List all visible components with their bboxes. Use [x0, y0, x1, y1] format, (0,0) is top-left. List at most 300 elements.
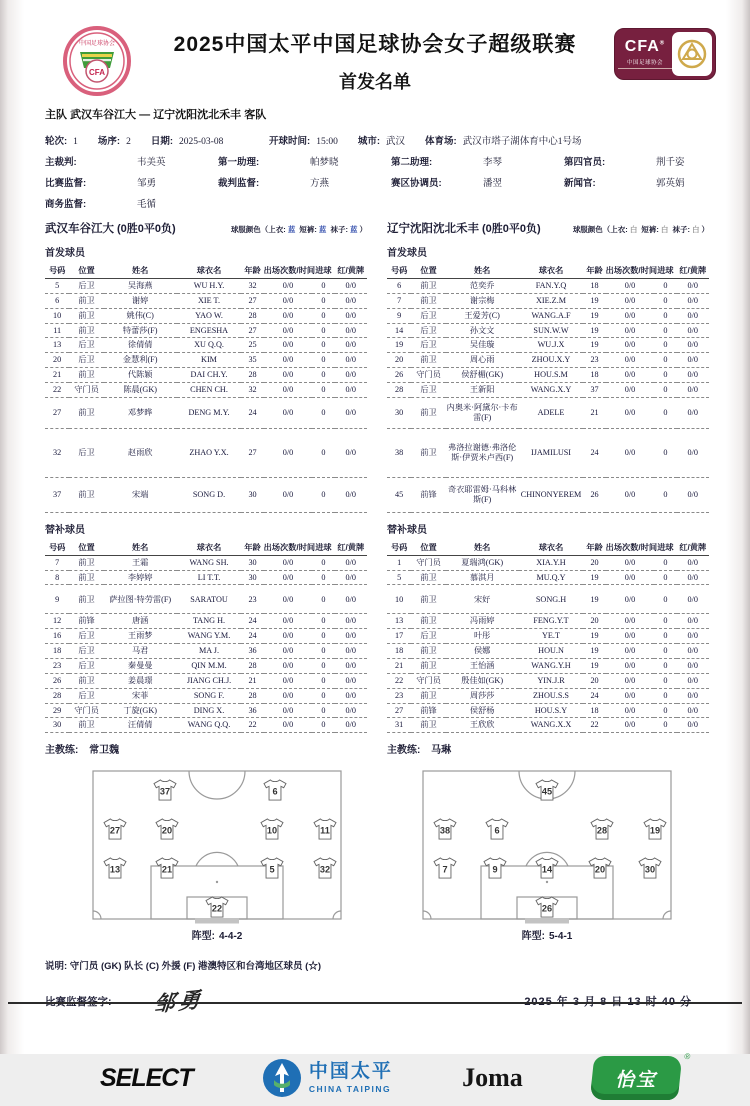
- player-jersey: [483, 857, 507, 879]
- info-value: 邹勇: [137, 179, 157, 189]
- cell-pos: 守门员: [69, 382, 103, 397]
- svg-text:37: 37: [159, 786, 170, 797]
- info-value: 武汉: [386, 137, 406, 147]
- cell-no: 18: [387, 644, 411, 659]
- cell-jersey: WU H.Y.: [177, 279, 242, 294]
- player-row: [45, 614, 367, 629]
- cell-goals: 0: [654, 688, 676, 703]
- player-row: [387, 368, 709, 383]
- column-header: 位置: [69, 540, 103, 556]
- cell-cards: 0/0: [677, 644, 709, 659]
- info-pair: [564, 154, 737, 168]
- svg-text:20: 20: [594, 864, 605, 875]
- player-jersey: [313, 818, 337, 840]
- cell-apps: 0/0: [606, 279, 655, 294]
- info-value: 15:00: [316, 137, 338, 147]
- cell-goals: 0: [654, 308, 676, 323]
- cell-pos: 后卫: [411, 629, 445, 644]
- column-header: 号码: [387, 263, 411, 279]
- cell-no: 45: [387, 477, 411, 512]
- cell-jersey: FAN.Y.Q: [519, 279, 584, 294]
- player-jersey: [535, 779, 559, 801]
- cell-goals: 0: [312, 658, 334, 673]
- coach-name: 马琳: [431, 745, 452, 757]
- cell-apps: 0/0: [606, 477, 655, 512]
- cell-age: 18: [583, 279, 605, 294]
- cell-cards: 0/0: [677, 555, 709, 570]
- cell-name: 慕淇月: [446, 570, 519, 585]
- player-row: [387, 688, 709, 703]
- cell-apps: 0/0: [606, 570, 655, 585]
- cell-age: 22: [583, 718, 605, 733]
- supervisor-signature: 邹勇: [152, 987, 205, 1018]
- player-row: [45, 338, 367, 353]
- cell-apps: 0/0: [606, 397, 655, 428]
- info-label: 轮次:: [45, 136, 68, 147]
- cell-apps: 0/0: [264, 703, 313, 718]
- cell-name: 唐涵: [104, 614, 177, 629]
- cell-name: 弗洛拉谢德·弗洛伦斯·伊贾米卢西(F): [446, 428, 519, 477]
- cell-apps: 0/0: [606, 368, 655, 383]
- player-row: [387, 338, 709, 353]
- column-header: 进球: [654, 540, 676, 556]
- cell-pos: 前卫: [69, 555, 103, 570]
- away-coach: 主教练: 马琳: [387, 745, 452, 757]
- cell-cards: 0/0: [335, 382, 367, 397]
- home-players-layer: [92, 770, 342, 920]
- cell-goals: 0: [312, 308, 334, 323]
- table-header-row: [387, 263, 709, 279]
- cell-pos: 前卫: [69, 585, 103, 614]
- info-label: 裁判监督:: [218, 178, 260, 189]
- cell-cards: 0/0: [677, 629, 709, 644]
- cell-no: 26: [45, 673, 69, 688]
- cell-age: 20: [583, 673, 605, 688]
- player-row: [387, 397, 709, 428]
- cell-pos: 前卫: [69, 673, 103, 688]
- cell-cards: 0/0: [677, 658, 709, 673]
- column-header: 号码: [45, 263, 69, 279]
- cell-age: 35: [241, 353, 263, 368]
- info-label: 第四官员:: [564, 157, 606, 168]
- cell-pos: 前卫: [69, 718, 103, 733]
- column-header: 年龄: [583, 540, 605, 556]
- info-pair: [391, 154, 564, 168]
- cell-apps: 0/0: [264, 397, 313, 428]
- cell-goals: 0: [312, 477, 334, 512]
- cell-no: 21: [387, 658, 411, 673]
- cell-age: 24: [241, 614, 263, 629]
- cell-jersey: JIANG CH.J.: [177, 673, 242, 688]
- cell-pos: 前卫: [411, 397, 445, 428]
- player-jersey: [433, 818, 457, 840]
- home-formation: [92, 770, 342, 942]
- cell-jersey: XU Q.Q.: [177, 338, 242, 353]
- cell-apps: 0/0: [606, 673, 655, 688]
- cell-cards: 0/0: [335, 477, 367, 512]
- cell-jersey: IJAMILUSI: [519, 428, 584, 477]
- cell-jersey: XIE.Z.M: [519, 293, 584, 308]
- column-header: 球衣名: [177, 540, 242, 556]
- cell-no: 17: [387, 629, 411, 644]
- cell-age: 28: [241, 308, 263, 323]
- cell-jersey: ENGESHA: [177, 323, 242, 338]
- info-pair: [98, 133, 131, 147]
- cell-age: 19: [583, 585, 605, 614]
- cell-age: 21: [241, 673, 263, 688]
- cell-apps: 0/0: [264, 368, 313, 383]
- info-label: 场序:: [97, 136, 121, 147]
- cell-name: 宋菲: [104, 688, 177, 703]
- player-row: [387, 570, 709, 585]
- player-jersey: [263, 779, 287, 801]
- cell-no: 22: [387, 673, 411, 688]
- player-row: [387, 353, 709, 368]
- cell-pos: 前卫: [69, 397, 103, 428]
- cell-no: 10: [45, 308, 69, 323]
- cell-jersey: ZHOU.X.Y: [519, 353, 584, 368]
- home-formation-label: 阵型: 4-4-2: [191, 931, 243, 943]
- starters-label: 首发球员: [45, 248, 85, 259]
- cell-cards: 0/0: [335, 555, 367, 570]
- cell-cards: 0/0: [677, 368, 709, 383]
- info-label: 开球时间:: [269, 136, 311, 147]
- cell-age: 24: [583, 688, 605, 703]
- cell-cards: 0/0: [677, 477, 709, 512]
- home-subs-table: [45, 540, 367, 733]
- cell-cards: 0/0: [677, 308, 709, 323]
- cell-no: 28: [45, 688, 69, 703]
- cell-age: 32: [241, 279, 263, 294]
- cell-goals: 0: [654, 629, 676, 644]
- cell-no: 23: [387, 688, 411, 703]
- cell-cards: 0/0: [677, 570, 709, 585]
- cell-jersey: WANG.A.F: [519, 308, 584, 323]
- cell-pos: 后卫: [69, 644, 103, 659]
- cell-cards: 0/0: [677, 382, 709, 397]
- cell-apps: 0/0: [606, 428, 655, 477]
- cell-apps: 0/0: [606, 353, 655, 368]
- cell-pos: 后卫: [411, 308, 445, 323]
- cell-apps: 0/0: [264, 353, 313, 368]
- header: [0, 0, 750, 98]
- player-row: [45, 308, 367, 323]
- cell-goals: 0: [312, 279, 334, 294]
- cell-jersey: WU.J.X: [519, 338, 584, 353]
- cell-no: 7: [387, 293, 411, 308]
- info-value: 2025-03-08: [179, 137, 224, 147]
- cell-name: 叶彤: [446, 629, 519, 644]
- cell-jersey: XIA.Y.H: [519, 555, 584, 570]
- cell-age: 18: [583, 703, 605, 718]
- cell-cards: 0/0: [677, 718, 709, 733]
- cell-pos: 后卫: [411, 338, 445, 353]
- info-label: 第二助理:: [391, 157, 433, 168]
- cell-no: 22: [45, 382, 69, 397]
- home-team-header: [45, 220, 367, 236]
- formation-section: [0, 756, 750, 942]
- cell-apps: 0/0: [264, 323, 313, 338]
- column-header: 出场次数/时间: [606, 540, 655, 556]
- info-value: 荆千姿: [656, 158, 685, 168]
- kit-colors: 球服颜色（上衣: 白 短裤: 白 袜子: 白 ）: [572, 225, 709, 234]
- cell-pos: 前卫: [411, 688, 445, 703]
- info-pair: [45, 196, 218, 210]
- info-value: 方燕: [310, 179, 330, 189]
- home-label: 主队: [45, 109, 67, 121]
- cell-age: 36: [241, 644, 263, 659]
- column-header: 红/黄牌: [677, 263, 709, 279]
- cell-no: 38: [387, 428, 411, 477]
- svg-text:6: 6: [271, 786, 278, 797]
- cell-jersey: MA J.: [177, 644, 242, 659]
- cell-apps: 0/0: [264, 428, 313, 477]
- player-row: [387, 279, 709, 294]
- cell-age: 18: [583, 368, 605, 383]
- coach-name: 常卫魏: [89, 745, 120, 757]
- cell-jersey: WANG Y.M.: [177, 629, 242, 644]
- cell-cards: 0/0: [677, 673, 709, 688]
- cell-goals: 0: [312, 644, 334, 659]
- match-info-row-4: [45, 196, 705, 210]
- player-row: [45, 428, 367, 477]
- cell-goals: 0: [312, 428, 334, 477]
- cell-cards: 0/0: [335, 718, 367, 733]
- cell-name: 吴海燕: [104, 279, 177, 294]
- cell-jersey: WANG SH.: [177, 555, 242, 570]
- cell-apps: 0/0: [606, 614, 655, 629]
- cell-goals: 0: [654, 703, 676, 718]
- cell-pos: 前卫: [411, 658, 445, 673]
- column-header: 红/黄牌: [677, 540, 709, 556]
- svg-text:11: 11: [319, 825, 330, 836]
- info-label: 第一助理:: [218, 157, 260, 168]
- svg-text:21: 21: [161, 864, 173, 875]
- column-header: 球衣名: [519, 540, 584, 556]
- cfa-badge-subtext: 中国足球协会: [618, 58, 672, 69]
- cell-no: 12: [45, 614, 69, 629]
- player-row: [45, 585, 367, 614]
- player-row: [45, 323, 367, 338]
- column-header: 年龄: [583, 263, 605, 279]
- home-starters-table: [45, 263, 367, 513]
- svg-text:10: 10: [266, 825, 278, 836]
- cell-goals: 0: [312, 555, 334, 570]
- cell-apps: 0/0: [606, 658, 655, 673]
- starters-label: 首发球员: [387, 248, 427, 259]
- cell-name: 侯舒杨: [446, 703, 519, 718]
- cell-age: 19: [583, 308, 605, 323]
- svg-text:28: 28: [596, 825, 608, 836]
- cell-pos: 后卫: [411, 382, 445, 397]
- info-pair: [391, 175, 564, 189]
- cell-no: 8: [45, 570, 69, 585]
- cell-no: 13: [387, 614, 411, 629]
- info-pair: [151, 133, 249, 147]
- cfa-badge-text-block: [618, 39, 672, 69]
- cell-jersey: ZHOU.S.S: [519, 688, 584, 703]
- cell-age: 30: [241, 555, 263, 570]
- cell-no: 9: [45, 585, 69, 614]
- cell-apps: 0/0: [264, 629, 313, 644]
- team-name: 武汉车谷江大: [45, 223, 114, 235]
- match-info-row-2: [45, 154, 705, 168]
- cell-goals: 0: [654, 614, 676, 629]
- player-row: [387, 585, 709, 614]
- player-jersey: [535, 857, 559, 879]
- player-row: [387, 477, 709, 512]
- cell-apps: 0/0: [606, 308, 655, 323]
- column-header: 位置: [69, 263, 103, 279]
- player-row: [45, 673, 367, 688]
- cell-name: 马君: [104, 644, 177, 659]
- match-info: [0, 122, 750, 210]
- cell-goals: 0: [312, 614, 334, 629]
- cfa-badge: [614, 28, 716, 80]
- home-coach: 主教练: 常卫魏: [45, 745, 120, 757]
- player-row: [45, 368, 367, 383]
- cell-age: 19: [583, 629, 605, 644]
- table-header-row: [387, 540, 709, 556]
- cell-jersey: SARATOU: [177, 585, 242, 614]
- cell-name: 内奥米·阿黛尔·卡布雷(F): [446, 397, 519, 428]
- cell-apps: 0/0: [606, 703, 655, 718]
- info-pair: [564, 175, 737, 189]
- svg-text:27: 27: [109, 825, 120, 836]
- cell-pos: 前卫: [411, 614, 445, 629]
- info-pair: [269, 133, 338, 147]
- away-team-header: [387, 220, 709, 236]
- cell-goals: 0: [654, 555, 676, 570]
- cell-goals: 0: [312, 688, 334, 703]
- cell-jersey: YIN.J.R: [519, 673, 584, 688]
- cell-cards: 0/0: [335, 658, 367, 673]
- cell-jersey: SONG D.: [177, 477, 242, 512]
- cell-pos: 守门员: [411, 673, 445, 688]
- cell-apps: 0/0: [264, 585, 313, 614]
- cell-pos: 后卫: [69, 428, 103, 477]
- cell-age: 19: [583, 644, 605, 659]
- cell-jersey: DING X.: [177, 703, 242, 718]
- cell-age: 20: [583, 555, 605, 570]
- player-row: [45, 279, 367, 294]
- info-pair: [218, 154, 391, 168]
- cell-pos: 守门员: [411, 368, 445, 383]
- cell-goals: 0: [312, 629, 334, 644]
- info-value: 韦美英: [137, 158, 166, 168]
- cell-age: 28: [241, 658, 263, 673]
- cell-age: 27: [241, 428, 263, 477]
- away-team-section: [387, 216, 709, 756]
- cell-no: 37: [45, 477, 69, 512]
- cell-pos: 前卫: [69, 323, 103, 338]
- cell-apps: 0/0: [606, 585, 655, 614]
- cell-goals: 0: [654, 368, 676, 383]
- svg-text:6: 6: [494, 825, 500, 836]
- cell-goals: 0: [654, 673, 676, 688]
- away-players-layer: [422, 770, 672, 920]
- cell-age: 27: [241, 293, 263, 308]
- cell-goals: 0: [654, 644, 676, 659]
- info-value: 潘翌: [483, 179, 503, 189]
- cell-apps: 0/0: [264, 673, 313, 688]
- cell-pos: 前卫: [411, 353, 445, 368]
- cell-name: 吴佳璇: [446, 338, 519, 353]
- cell-no: 19: [387, 338, 411, 353]
- player-jersey: [638, 857, 662, 879]
- cell-age: 28: [241, 688, 263, 703]
- cell-goals: 0: [654, 397, 676, 428]
- cell-name: 王爱芳(C): [446, 308, 519, 323]
- cell-apps: 0/0: [264, 614, 313, 629]
- cell-apps: 0/0: [606, 382, 655, 397]
- column-header: 号码: [387, 540, 411, 556]
- title-block: [136, 24, 614, 94]
- player-jersey: [535, 896, 559, 918]
- cell-jersey: ZHAO Y.X.: [177, 428, 242, 477]
- column-header: 进球: [312, 540, 334, 556]
- cell-age: 19: [583, 293, 605, 308]
- cell-age: 28: [241, 368, 263, 383]
- cell-apps: 0/0: [606, 644, 655, 659]
- column-header: 姓名: [446, 540, 519, 556]
- player-row: [387, 658, 709, 673]
- player-row: [387, 614, 709, 629]
- player-jersey: [485, 818, 509, 840]
- column-header: 红/黄牌: [335, 540, 367, 556]
- cell-name: 侯娜: [446, 644, 519, 659]
- cell-cards: 0/0: [335, 629, 367, 644]
- player-jersey: [588, 857, 612, 879]
- cell-age: 24: [241, 629, 263, 644]
- cell-jersey: HOU.S.M: [519, 368, 584, 383]
- cell-no: 32: [45, 428, 69, 477]
- column-header: 球衣名: [519, 263, 584, 279]
- china-taiping-icon: [262, 1058, 302, 1098]
- cell-jersey: WANG.X.X: [519, 718, 584, 733]
- info-value: 2: [126, 137, 131, 147]
- page-subtitle: 首发名单: [339, 72, 411, 92]
- svg-text:14: 14: [541, 864, 553, 875]
- player-row: [45, 477, 367, 512]
- cell-jersey: KIM: [177, 353, 242, 368]
- info-label: 主裁判:: [45, 157, 77, 168]
- info-pair: [218, 175, 391, 189]
- cell-apps: 0/0: [264, 308, 313, 323]
- cell-goals: 0: [312, 382, 334, 397]
- player-row: [45, 397, 367, 428]
- cell-pos: 前卫: [411, 279, 445, 294]
- cell-apps: 0/0: [264, 570, 313, 585]
- cell-jersey: DAI CH.Y.: [177, 368, 242, 383]
- cfa-badge-emblem-icon: [672, 32, 712, 76]
- cell-apps: 0/0: [606, 555, 655, 570]
- cell-name: 谢宗梅: [446, 293, 519, 308]
- cell-pos: 后卫: [69, 688, 103, 703]
- cell-jersey: WANG Q.Q.: [177, 718, 242, 733]
- cell-name: 范奕乔: [446, 279, 519, 294]
- info-value: 武汉市塔子湖体育中心1号场: [462, 137, 582, 147]
- china-taiping-logo: [262, 1058, 393, 1098]
- cell-name: 汪倩倩: [104, 718, 177, 733]
- cell-no: 21: [45, 368, 69, 383]
- cell-pos: 后卫: [69, 353, 103, 368]
- svg-text:20: 20: [161, 825, 173, 836]
- cell-age: 23: [241, 585, 263, 614]
- info-value: 李琴: [483, 158, 503, 168]
- column-header: 出场次数/时间: [606, 263, 655, 279]
- cell-name: 夏瑞鸿(GK): [446, 555, 519, 570]
